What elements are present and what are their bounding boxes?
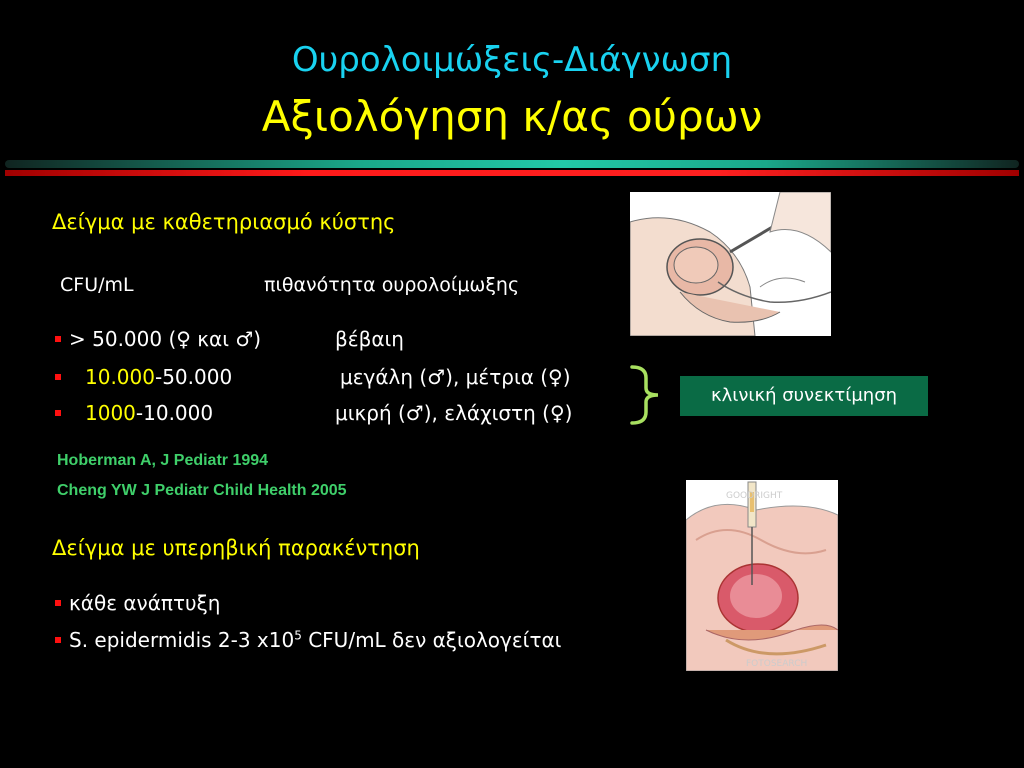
bullet-marker — [55, 336, 61, 342]
divider-red — [5, 170, 1019, 176]
slide-subtitle: Αξιολόγηση κ/ας ούρων — [261, 92, 763, 141]
superscript: 5 — [294, 628, 302, 643]
list-item-text: S. epidermidis 2-3 x10 — [69, 628, 295, 652]
cfu-range-rest: -50.000 — [154, 365, 233, 389]
cfu-range-highlight: 1000 — [85, 401, 136, 425]
list-item-text-rest: CFU/mL δεν αξιολογείται — [301, 628, 562, 652]
divider-teal — [5, 160, 1019, 168]
column-header-cfu: CFU/mL — [60, 274, 134, 296]
clinical-assessment-badge: κλινική συνεκτίμηση — [680, 376, 928, 416]
watermark-text: GOODRIGHT — [726, 491, 783, 501]
bullet-marker — [55, 637, 61, 643]
right-brace-icon — [628, 364, 668, 426]
section-heading-catheter: Δείγμα με καθετηριασμό κύστης — [52, 210, 396, 234]
list-item-text: κάθε ανάπτυξη — [69, 591, 221, 615]
cfu-range-rest: -10.000 — [135, 401, 214, 425]
section-heading-suprapubic: Δείγμα με υπερηβική παρακέντηση — [52, 536, 420, 560]
probability-value: μικρή (♂), ελάχιστη (♀) — [335, 401, 573, 425]
table-row — [55, 327, 261, 351]
slide-title: Ουρολοιμώξεις-Διάγνωση — [291, 40, 733, 80]
reference-1: Hoberman A, J Pediatr 1994 — [57, 452, 269, 469]
list-item — [55, 628, 561, 652]
cfu-range-highlight: 10.000 — [85, 365, 155, 389]
suprapubic-aspiration-illustration — [686, 480, 838, 671]
catheterization-illustration — [630, 192, 831, 336]
probability-value: βέβαιη — [335, 327, 404, 351]
probability-value: μεγάλη (♂), μέτρια (♀) — [340, 365, 571, 389]
watermark-text: FOTOSEARCH — [746, 659, 808, 669]
cfu-range: > 50.000 (♀ και ♂) — [69, 327, 262, 351]
column-header-probability: πιθανότητα ουρολοίμωξης — [264, 274, 520, 296]
reference-2: Cheng YW J Pediatr Child Health 2005 — [57, 482, 347, 499]
bullet-marker — [55, 410, 61, 416]
bullet-marker — [55, 600, 61, 606]
list-item — [55, 591, 220, 615]
table-row — [55, 401, 213, 425]
table-row — [55, 365, 232, 389]
bullet-marker — [55, 374, 61, 380]
